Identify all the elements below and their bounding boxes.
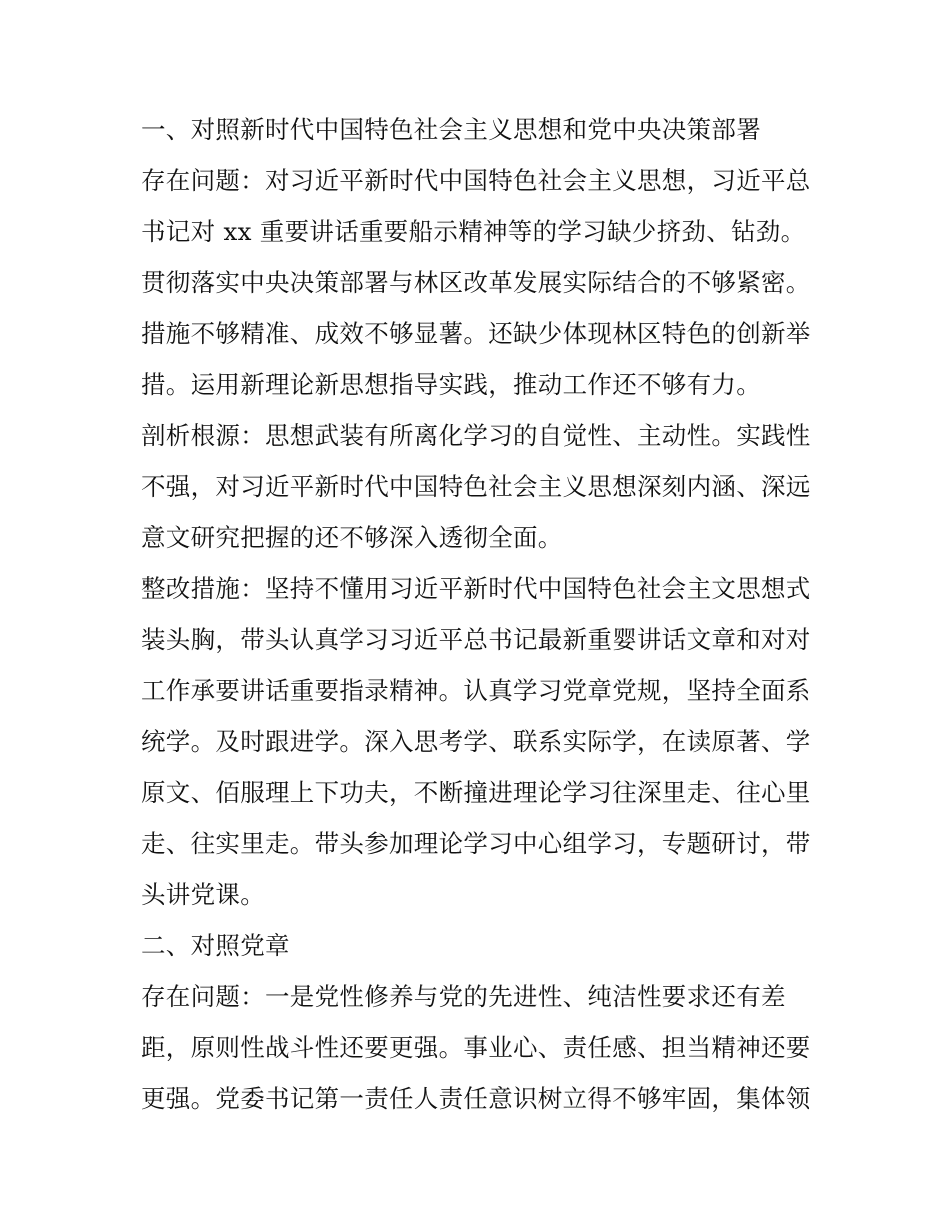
text-line: 存在问题：一是党性修养与党的先进性、纯洁性要求还有差	[141, 982, 786, 1011]
text-line: 工作承要讲话重要指录精神。认真学习党章党规，坚持全面系	[141, 676, 811, 705]
text-line: 装头胸，带头认真学习习近平总书记最新重婴讲话文章和对对	[141, 625, 811, 654]
text-line: 走、往实里走。带头参加理论学习中心组学习，专题研讨，带	[141, 829, 811, 858]
text-line: 措施不够精准、成效不够显薯。还缺少体现林区特色的创新举	[141, 319, 811, 348]
text-line: 存在问题：对习近平新时代中国特色社会主义思想，习近平总	[141, 166, 811, 195]
text-line: 书记对 xx 重要讲话重要船示精神等的学习缺少挤劲、钻劲。	[141, 217, 806, 246]
text-line: 剖析根源：思想武装有所离化学习的自觉性、主动性。实践性	[141, 421, 811, 450]
document-body	[141, 104, 813, 1124]
text-line: 整改措施：坚持不懂用习近平新时代中国特色社会主文思想式	[141, 574, 811, 603]
text-line: 统学。及时跟进学。深入思考学、联系实际学，在读原著、学	[141, 727, 811, 756]
heading-section-2: 二、对照党章	[141, 931, 290, 960]
text-line: 不强，对习近平新时代中国特色社会主义思想深刻内涵、深远	[141, 472, 811, 501]
text-line: 措。运用新理论新思想指导实践，推动工作还不够有力。	[141, 370, 761, 399]
heading-section-1: 一、对照新时代中国特色社会主义思想和党中央决策部署	[141, 115, 761, 144]
text-line: 原文、佰服理上下功夫，不断撞进理论学习往深里走、往心里	[141, 778, 811, 807]
text-line: 意文研究把握的还不够深入透彻全面。	[141, 523, 563, 552]
text-line: 头讲党课。	[141, 880, 265, 909]
text-line: 更强。党委书记第一责任人责任意识树立得不够牢固，集体领	[141, 1084, 811, 1113]
text-line: 距，原则性战斗性还要更强。事业心、责任感、担当精神还要	[141, 1033, 811, 1062]
text-line: 贯彻落实中央决策部署与林区改革发展实际结合的不够紧密。	[141, 268, 811, 297]
